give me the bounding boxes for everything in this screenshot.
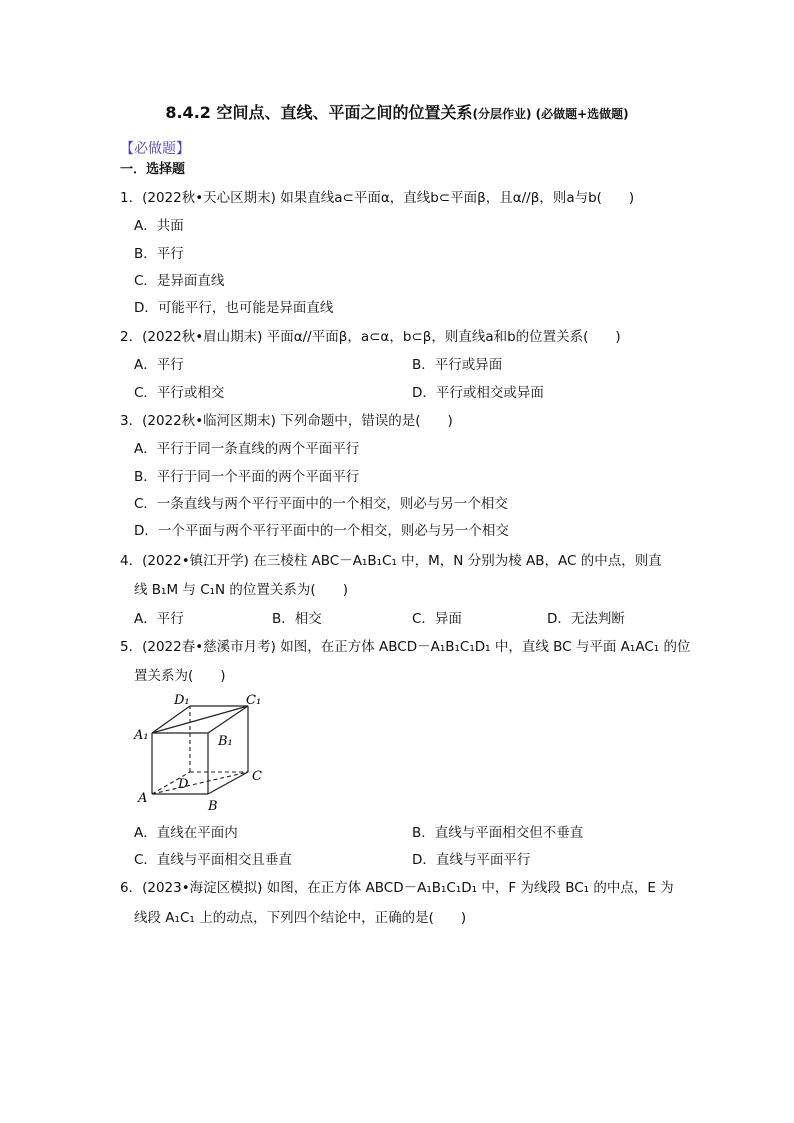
q3-option-a: A．平行于同一条直线的两个平面平行 <box>134 441 360 457</box>
label-a1: A₁ <box>134 728 149 743</box>
q1-option-d: D．可能平行，也可能是异面直线 <box>134 300 334 316</box>
q6-stem-line1: 6．(2023•海淀区模拟) 如图，在正方体 ABCD－A₁B₁C₁D₁ 中，F 为线段 BC₁ 的中点，E 为 <box>120 880 674 896</box>
label-c1: C₁ <box>246 693 262 708</box>
title-sub: (分层作业) (必做题+选做题) <box>472 107 629 121</box>
q4-stem-line1: 4．(2022•镇江开学) 在三棱柱 ABC－A₁B₁C₁ 中，M，N 分别为棱 AB，AC 的中点，则直 <box>120 553 662 569</box>
q1-option-a: A．共面 <box>134 218 184 234</box>
q5-option-c: C．直线与平面相交且垂直 <box>134 852 292 868</box>
q5-option-b: B．直线与平面相交但不垂直 <box>412 825 584 841</box>
q5-option-a: A．直线在平面内 <box>134 825 238 841</box>
label-a: A <box>138 791 148 806</box>
title-main: 8.4.2 空间点、直线、平面之间的位置关系 <box>165 103 473 122</box>
section-tag: 【必做题】 <box>120 141 190 157</box>
q3-option-c: C．一条直线与两个平行平面中的一个相交，则必与另一个相交 <box>134 496 508 512</box>
q6-stem-line2: 线段 A₁C₁ 上的动点，下列四个结论中，正确的是( ) <box>134 910 467 926</box>
q5-stem-line1: 5．(2022春•慈溪市月考) 如图，在正方体 ABCD－A₁B₁C₁D₁ 中，直线 BC 与平面 A₁AC₁ 的位 <box>120 639 691 655</box>
label-b1: B₁ <box>218 734 233 749</box>
q5-stem-line2: 置关系为( ) <box>134 668 226 684</box>
q4-option-d: D．无法判断 <box>547 611 625 627</box>
q5-option-d: D．直线与平面平行 <box>412 852 531 868</box>
page-title <box>0 100 794 123</box>
q3-option-d: D．一个平面与两个平行平面中的一个相交，则必与另一个相交 <box>134 523 509 539</box>
q2-stem: 2．(2022秋•眉山期末) 平面α//平面β，a⊂α，b⊂β，则直线a和b的位置关系( ) <box>120 329 621 345</box>
label-d1: D₁ <box>174 693 190 708</box>
q4-option-c: C．异面 <box>412 611 462 627</box>
label-d: D <box>178 777 189 792</box>
label-c: C <box>252 769 262 784</box>
q4-option-b: B．相交 <box>272 611 322 627</box>
q1-option-c: C．是异面直线 <box>134 273 225 289</box>
q3-stem: 3．(2022秋•临河区期末) 下列命题中，错误的是( ) <box>120 413 453 429</box>
q4-stem-line2: 线 B₁M 与 C₁N 的位置关系为( ) <box>134 582 348 598</box>
q2-option-b: B．平行或异面 <box>412 357 503 373</box>
edge-b1c1 <box>208 706 248 733</box>
q1-stem: 1．(2022秋•天心区期末) 如果直线a⊂平面α，直线b⊂平面β，且α//β，则a与b( ) <box>120 190 635 206</box>
q3-option-b: B．平行于同一个平面的两个平面平行 <box>134 469 360 485</box>
q2-option-d: D．平行或相交或异面 <box>412 385 544 401</box>
label-b: B <box>208 799 218 814</box>
edge-a1d1 <box>152 706 190 733</box>
q2-option-c: C．平行或相交 <box>134 385 225 401</box>
q2-option-a: A．平行 <box>134 357 184 373</box>
diagonal-a1c1 <box>152 706 248 733</box>
q4-option-a: A．平行 <box>134 611 184 627</box>
hidden-diagonal-ac <box>152 772 248 794</box>
part-heading: 一．选择题 <box>120 162 186 177</box>
q1-option-b: B．平行 <box>134 246 184 262</box>
cube-figure <box>130 690 270 815</box>
edge-bc <box>208 772 248 794</box>
